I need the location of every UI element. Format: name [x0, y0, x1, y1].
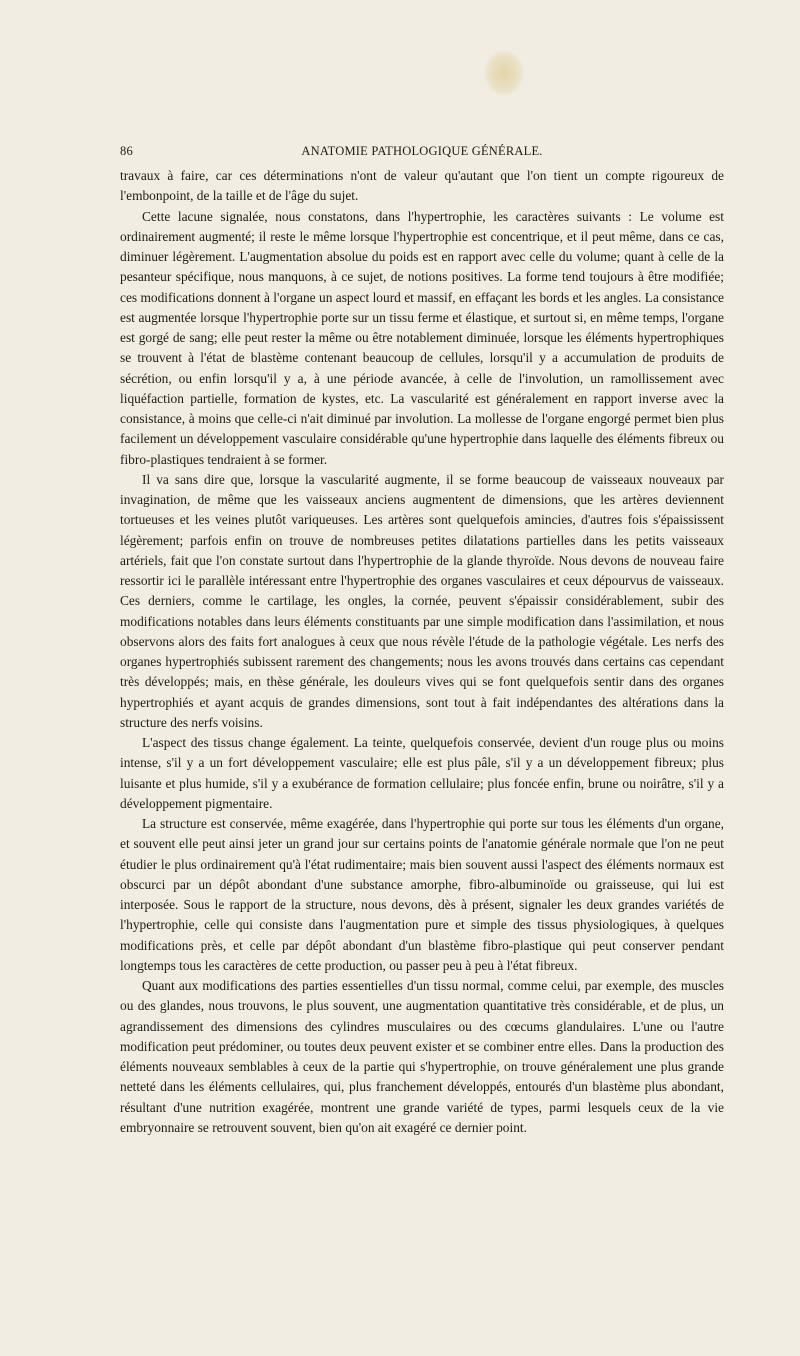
paragraph: La structure est conservée, même exagérée, dans l'hypertrophie qui porte sur tous les éléments d'un organe, et souvent elle peut ainsi jeter un grand jour sur certains points de l'anatomie générale normale que l'on ne peut étudier le plus ordinairement qu'à l'état rudimentaire; mais bien souvent aussi l'aspect des éléments normaux est obscurci par un dépôt abondant d'une substance amorphe, fibro-albuminoïde ou graisseuse, qui lui est interposée. Sous le rapport de la structure, nous devons, dès à présent, signaler les deux grandes variétés de l'hypertrophie, celle qui consiste dans l'augmentation pure et simple des tissus physiologiques, à quelques modifications près, et celle par dépôt abondant d'un blastème fibro-plastique qui peut conserver pendant longtemps tous les caractères de cette production, ou passer peu à peu à l'état fibreux. [120, 816, 724, 973]
paragraph: L'aspect des tissus change également. La teinte, quelquefois conservée, devient d'un rouge plus ou moins intense, s'il y a un fort développement vasculaire; elle est plus pâle, s'il y a un développement fibreux; plus luisante et plus humide, s'il y a exubérance de formation cellulaire; plus foncée enfin, brune ou noirâtre, s'il y a développement pigmentaire. [120, 735, 724, 811]
running-title: ANATOMIE PATHOLOGIQUE GÉNÉRALE. [301, 144, 543, 158]
paper-stain [484, 50, 524, 96]
paragraph: Il va sans dire que, lorsque la vascularité augmente, il se forme beaucoup de vaisseaux nouveaux par invagination, de même que les vaisseaux anciens augmentent de dimensions, que les artères deviennent tortueuses et les veines plutôt variqueuses. Les artères sont quelquefois amincies, d'autres fois s'épaississent légèrement; parfois enfin on trouve de nombreuses petites dilatations partielles dans les petits vaisseaux artériels, fait que l'on constate surtout dans l'hypertrophie de la glande thyroïde. Nous devons de nouveau faire ressortir ici le parallèle intéressant entre l'hypertrophie des organes vasculaires et ceux dépourvus de vaisseaux. Ces derniers, comme le cartilage, les ongles, la cornée, peuvent s'épaissir considérablement, subir des modifications notables dans leurs éléments constituants par une simple modification dans l'assimilation, et nous observons alors des faits fort analogues à ceux que nous révèle l'étude de la pathologie végétale. Les nerfs des organes hypertrophiés subissent rarement des changements; nous les avons trouvés dans certains cas cependant très développés; mais, en thèse générale, les douleurs vives qui se font quelquefois sentir dans des organes hypertrophiés et ayant acquis de grandes dimensions, sont tout à fait indépendantes des altérations dans la structure des nerfs voisins. [120, 471, 724, 730]
body-text [120, 166, 724, 1138]
paragraph-continuation: travaux à faire, car ces déterminations n'ont de valeur qu'autant que l'on tient un compte rigoureux de l'embonpoint, de la taille et de l'âge du sujet. [120, 168, 724, 204]
paragraph: Quant aux modifications des parties essentielles d'un tissu normal, comme celui, par exemple, des muscles ou des glandes, nous trouvons, le plus souvent, une augmentation quantitative très considérable, et de plus, un agrandissement des dimensions des cylindres musculaires ou des cœcums glandulaires. L'une ou l'autre modification peut prédominer, ou toutes deux peuvent exister et se combiner entre elles. Dans la production des éléments nouveaux semblables à ceux de la partie qui s'hypertrophie, on trouve généralement une plus grande netteté dans les éléments cellulaires, qui, plus franchement développés, entourés d'un blastème plus abondant, résultant d'une nutrition exagérée, montrent une grande variété de types, parmi lesquels ceux de la vie embryonnaire se retrouvent souvent, bien qu'on ait exagéré ce dernier point. [120, 978, 724, 1135]
paragraph: Cette lacune signalée, nous constatons, dans l'hypertrophie, les caractères suivants : Le volume est ordinairement augmenté; il reste le même lorsque l'hypertrophie est concentrique, et il peut même, dans ce cas, diminuer légèrement. L'augmentation absolue du poids est en rapport avec celle du volume; quant à celle de la pesanteur spécifique, nous manquons, à ce sujet, de notions positives. La forme tend toujours à être modifiée; ces modifications donnent à l'organe un aspect lourd et massif, en effaçant les bords et les angles. La consistance est augmentée lorsque l'hypertrophie porte sur un tissu ferme et élastique, et surtout si, en même temps, l'organe est gorgé de sang; elle peut rester la même ou être notablement diminuée, lorsque les éléments hypertrophiques se trouvent à l'état de blastème contenant beaucoup de cellules, lorsqu'il y a accumulation de produits de sécrétion, ou enfin lorsqu'il y a, à une période avancée, à celle de l'involution, un ramollissement avec liquéfaction partielle, formation de kystes, etc. La vascularité est généralement en rapport inverse avec la consistance, à moins que celle-ci n'ait diminué par involution. La mollesse de l'organe engorgé permet bien plus facilement un développement vasculaire considérable qu'une hypertrophie dans laquelle des éléments fibreux ou fibro-plastiques tendraient à se former. [120, 208, 724, 467]
page-number: 86 [120, 144, 133, 158]
